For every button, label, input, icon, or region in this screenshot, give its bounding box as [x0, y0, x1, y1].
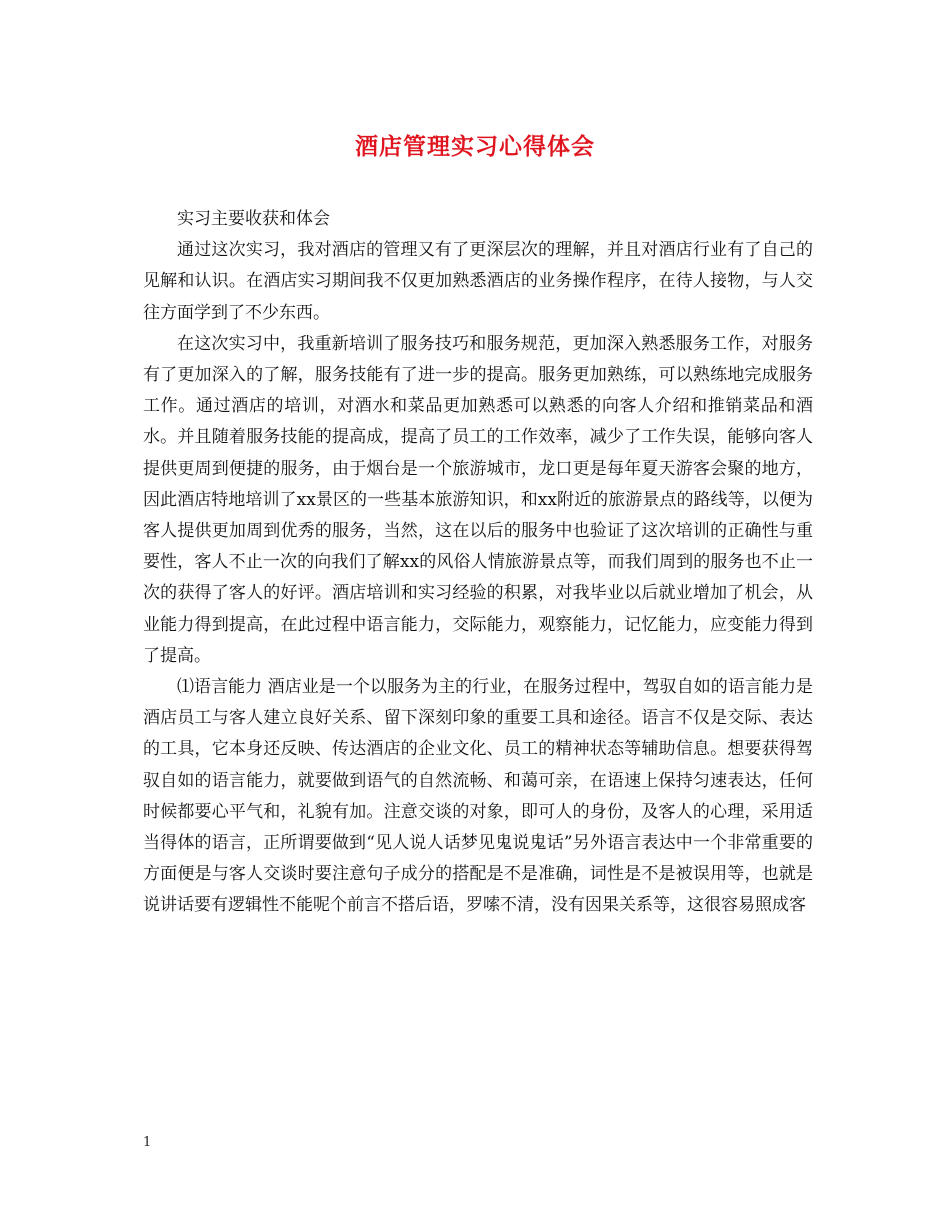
section-heading: 实习主要收获和体会 [177, 209, 330, 229]
body-paragraph: ⑴语言能力 酒店业是一个以服务为主的行业，在服务过程中，驾驭自如的语言能力是酒店员工与客人建立良好关系、留下深刻印象的重要工具和途径。语言不仅是交际、表达的工具，它本身还反映、传达酒店的企业文化、员工的精神状态等辅助信息。想要获得驾驭自如的语言能力，就要做到语气的自然流畅、和蔼可亲，在语速上保持匀速表达，任何时候都要心平气和，礼貌有加。注意交谈的对象，即可人的身份，及客人的心理，采用适当得体的语言，正所谓要做到“见人说人话梦见鬼说鬼话”另外语言表达中一个非常重要的方面便是与客人交谈时要注意句子成分的搭配是不是准确，词性是不是被误用等，也就是说讲话要有逻辑性不能呢个前言不搭后语，罗嗦不清，没有因果关系等，这很容易照成客 [143, 677, 813, 916]
page-number: 1 [143, 1135, 152, 1150]
document-title: 酒店管理实习心得体会 [355, 133, 595, 160]
body-paragraph: 在这次实习中，我重新培训了服务技巧和服务规范，更加深入熟悉服务工作，对服务有了更加深入的了解，服务技能有了进一步的提高。服务更加熟练，可以熟练地完成服务工作。通过酒店的培训，对酒水和菜品更加熟悉可以熟悉的向客人介绍和推销菜品和酒水。并且随着服务技能的提高成，提高了员工的工作效率，减少了工作失误，能够向客人提供更周到便捷的服务，由于烟台是一个旅游城市，龙口更是每年夏天游客会聚的地方，因此酒店特地培训了xx景区的一些基本旅游知识，和xx附近的旅游景点的路线等，以便为客人提供更加周到优秀的服务，当然，这在以后的服务中也验证了这次培训的正确性与重要性，客人不止一次的向我们了解xx的风俗人情旅游景点等，而我们周到的服务也不止一次的获得了客人的好评。酒店培训和实习经验的积累，对我毕业以后就业增加了机会，从业能力得到提高，在此过程中语言能力，交际能力，观察能力，记忆能力，应变能力得到了提高。 [143, 333, 813, 666]
body-paragraph: 通过这次实习，我对酒店的管理又有了更深层次的理解，并且对酒店行业有了自己的见解和认识。在酒店实习期间我不仅更加熟悉酒店的业务操作程序，在待人接物，与人交往方面学到了不少东西。 [143, 240, 813, 323]
document-body [143, 204, 813, 922]
